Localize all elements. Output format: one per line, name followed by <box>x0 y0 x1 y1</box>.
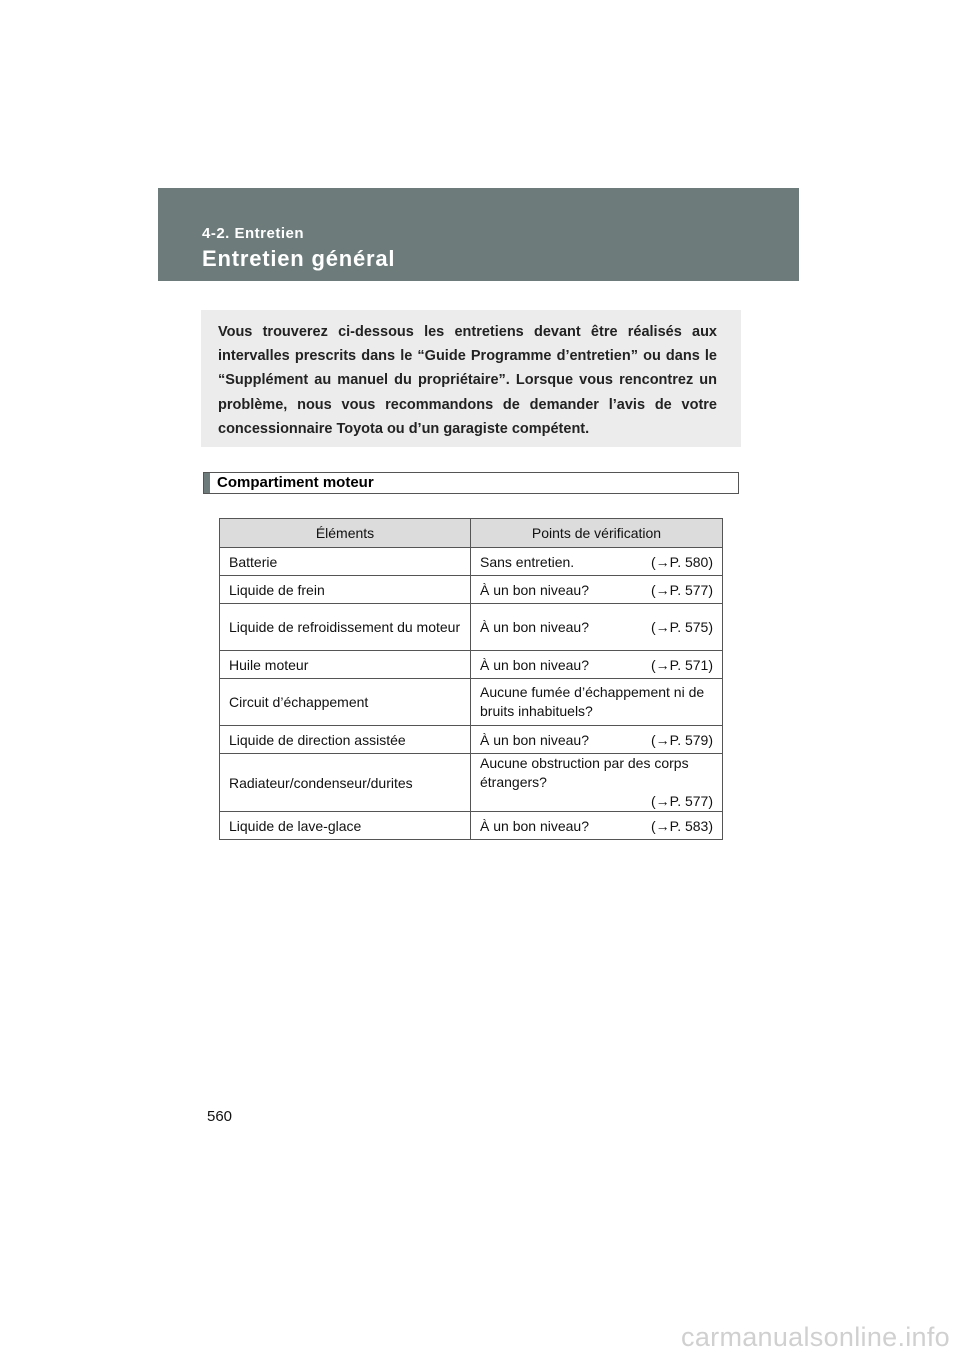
page-title: Entretien général <box>202 246 396 271</box>
table-cell-check <box>471 726 723 754</box>
page-number: 560 <box>207 1108 233 1125</box>
check-text: À un bon niveau? <box>480 817 589 834</box>
maintenance-table <box>219 518 723 840</box>
table-row <box>220 812 723 840</box>
page-ref: (→P. 575) <box>651 619 713 635</box>
chapter-header <box>158 188 799 281</box>
table-cell-item: Liquide de lave-glace <box>220 812 471 840</box>
table-cell-item: Huile moteur <box>220 651 471 679</box>
check-text: À un bon niveau? <box>480 731 589 748</box>
table-row <box>220 754 723 812</box>
table-cell-check <box>471 651 723 679</box>
table-cell-item: Radiateur/condenseur/durites <box>220 754 471 812</box>
watermark <box>0 1310 960 1358</box>
table-row <box>220 576 723 604</box>
page-ref: (→P. 579) <box>651 731 713 748</box>
table-cell-item: Circuit d’échappement <box>220 679 471 726</box>
table-cell-item: Liquide de frein <box>220 576 471 604</box>
check-text: Aucune obstruction par des corps étrangers? <box>480 755 689 790</box>
page-ref: (→P. 580) <box>651 553 713 570</box>
table-header-row <box>220 519 723 548</box>
page-ref: (→P. 577) <box>651 793 713 809</box>
intro-box <box>201 310 741 447</box>
table-cell-check <box>471 679 723 726</box>
check-text: À un bon niveau? <box>480 581 589 598</box>
table-row <box>220 548 723 576</box>
table-row <box>220 679 723 726</box>
table-row <box>220 651 723 679</box>
table-row <box>220 726 723 754</box>
table-row <box>220 604 723 651</box>
check-text: Sans entretien. <box>480 553 575 570</box>
table-cell-item: Batterie <box>220 548 471 576</box>
watermark-text: carmanualsonline.info <box>681 1322 950 1352</box>
check-text: À un bon niveau? <box>480 619 589 635</box>
page-ref: (→P. 583) <box>651 817 713 834</box>
intro-text: Vous trouverez ci-dessous les entretiens devant être réalisés aux intervalles prescrits dans le “Guide Programme d’entretien” ou dans le “Supplément au manuel du propriétaire”. Lorsque vous rencontrez un problème, nous vous recommandons de demander l’avis de votre concessionnaire Toyota ou d’un garagiste compétent. <box>218 324 717 437</box>
table-cell-check <box>471 754 723 812</box>
table-cell-check <box>471 812 723 840</box>
table-cell-check <box>471 604 723 651</box>
check-text: À un bon niveau? <box>480 656 589 673</box>
table-cell-check <box>471 548 723 576</box>
section-heading <box>203 472 739 494</box>
section-label: 4-2. Entretien <box>202 225 305 242</box>
column-header-items: Éléments <box>220 519 471 548</box>
check-text: Aucune fumée d’échappement ni de bruits inhabituels? <box>480 684 705 719</box>
column-header-checks: Points de vérification <box>471 519 723 548</box>
table-cell-check <box>471 576 723 604</box>
page-ref: (→P. 571) <box>651 656 713 673</box>
page-ref: (→P. 577) <box>651 581 713 598</box>
section-heading-bar <box>204 473 210 493</box>
table-cell-item: Liquide de refroidissement du moteur <box>220 604 471 651</box>
table-cell-item: Liquide de direction assistée <box>220 726 471 754</box>
section-heading-text: Compartiment moteur <box>217 474 374 491</box>
